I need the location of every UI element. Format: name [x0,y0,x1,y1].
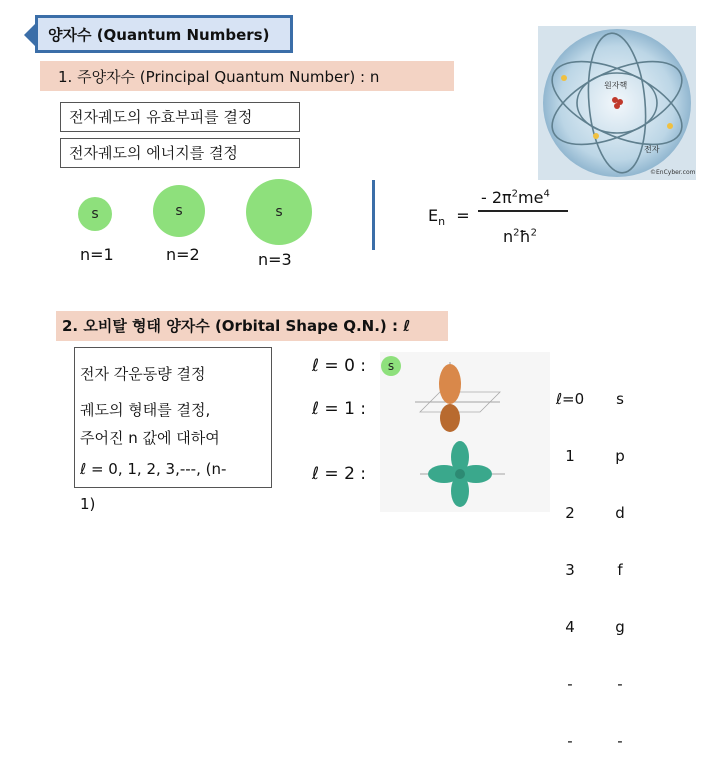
atom-illustration [538,26,696,180]
den-exp-2: 2 [530,227,538,239]
den-exp-1: 2 [513,227,520,239]
desc-line-5: 1) [80,495,96,513]
nucleus-label: 원자핵 [604,81,628,90]
table-l-0: ℓ=0 [555,390,585,408]
l2-label: ℓ = 2 : [312,464,367,484]
table-letter-1: p [615,447,625,465]
table-l-1: 1 [565,447,575,465]
den-part-b: ħ [519,227,531,246]
s-orbital-small [381,356,401,376]
l1-label: ℓ = 1 : [312,399,367,419]
energy-subscript: n [438,215,446,229]
determines-energy: 전자궤도의 에너지를 결정 [60,138,300,168]
desc-line-4: ℓ = 0, 1, 2, 3,---, (n- [80,460,227,478]
orbital-shape-heading: 2. 오비탈 형태 양자수 (Orbital Shape Q.N.) : ℓ [62,317,411,335]
electron-label: 전자 [644,145,660,154]
energy-denominator [503,227,537,246]
table-letter-5: - [617,675,623,693]
d-orbital [428,441,492,507]
s-label-n2: s [175,203,183,219]
n1-label: n=1 [80,245,114,264]
s-label-n3: s [275,204,283,220]
desc-line-3: 주어진 n 값에 대하여 [80,429,220,447]
p-orbital-upper-lobe [439,364,461,404]
image-credit: ©EnCyber.com [650,169,696,176]
table-l-6: - [567,732,573,750]
num-exp-2: 4 [543,188,550,200]
num-part-b: me [518,188,544,207]
equals-sign: = [456,206,470,225]
l0-label: ℓ = 0 : [312,356,367,376]
table-l-5: - [567,675,573,693]
energy-numerator [481,188,550,207]
divider-line [372,180,375,250]
fraction-bar [478,210,568,212]
table-letter-2: d [615,504,625,522]
table-letter-0: s [616,390,624,408]
s-orbital-n2 [153,185,205,237]
energy-symbol: E [428,206,439,225]
p-orbital-lower-lobe [440,404,460,432]
table-l-4: 4 [565,618,575,636]
p-d-orbital-illustration [410,352,530,512]
principal-heading: 1. 주양자수 (Principal Quantum Number) : n [58,68,380,86]
energy-lhs [428,206,470,228]
determines-volume: 전자궤도의 유효부피를 결정 [60,102,300,132]
table-l-2: 2 [565,504,575,522]
l-value-column [550,352,590,770]
s-label-l0: s [387,359,395,373]
page-title: 양자수 (Quantum Numbers) [48,26,270,44]
s-orbital-n1 [78,197,112,231]
desc-line-2: 궤도의 형태를 결정, [80,401,211,419]
table-letter-3: f [617,561,623,579]
orbital-letter-column [606,352,634,770]
n2-label: n=2 [166,245,200,264]
n3-label: n=3 [258,250,292,269]
desc-line-1: 전자 각운동량 결정 [80,365,206,383]
s-orbital-n3 [246,179,312,245]
table-letter-4: g [615,618,625,636]
num-part-a: - 2π [481,188,512,207]
table-letter-6: - [617,732,623,750]
num-exp-1: 2 [511,188,519,200]
table-l-3: 3 [565,561,575,579]
den-part-a: n [503,227,514,246]
s-label-n1: s [91,206,99,222]
